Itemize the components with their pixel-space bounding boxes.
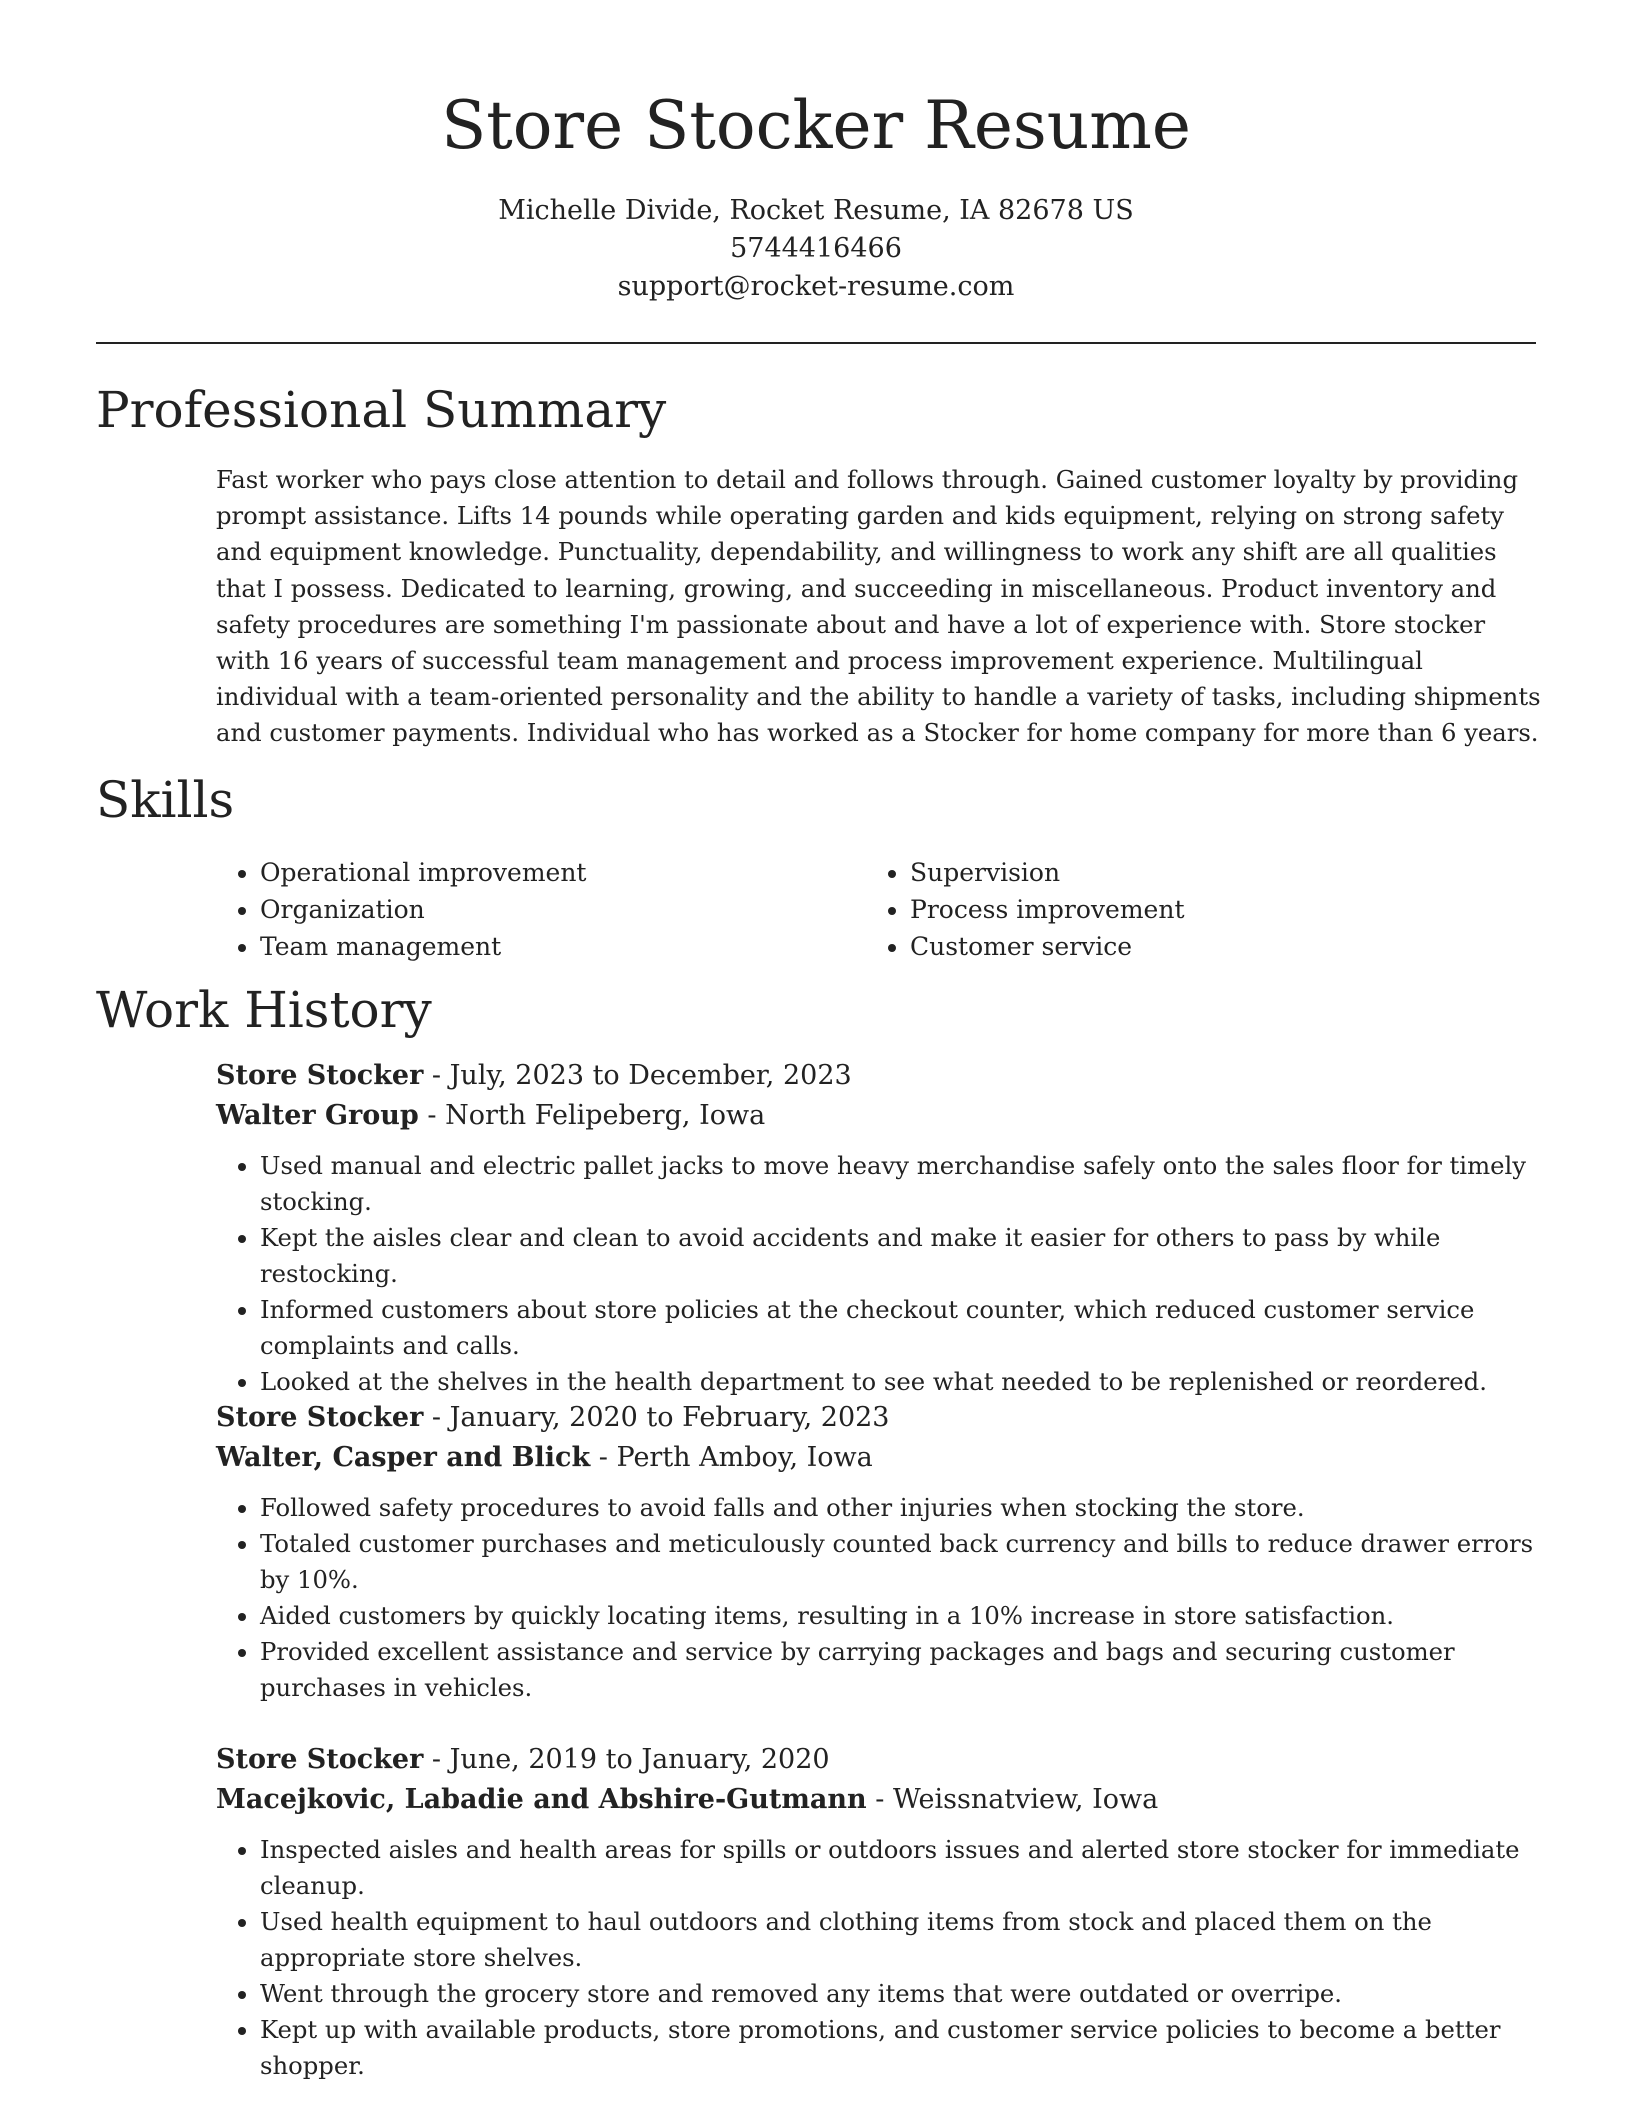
job-duty: • Went through the grocery store and removed any items that were outdated or overripe. <box>260 1976 1541 2012</box>
job-duty: • Aided customers by quickly locating items, resulting in a 10% increase in store satisfaction. <box>260 1598 1541 1634</box>
job-duty: • Provided excellent assistance and service by carrying packages and bags and securing customer purchases in vehicles. <box>260 1634 1541 1706</box>
job-title-line <box>216 1056 1541 1096</box>
job-company-line <box>216 1780 1541 1820</box>
contact-address: Michelle Divide, Rocket Resume, IA 82678 US <box>498 195 1134 226</box>
header-divider <box>96 342 1536 344</box>
skill-item: • Supervision <box>910 854 1516 891</box>
job-duty: • Kept up with available products, store promotions, and customer service policies to become a better shopper. <box>260 2012 1541 2084</box>
resume-title: Store Stocker Resume <box>441 87 1191 164</box>
skill-item: • Process improvement <box>910 891 1516 928</box>
skill-item: • Customer service <box>910 928 1516 965</box>
contact-info <box>0 192 1632 306</box>
job-duty: • Used health equipment to haul outdoors and clothing items from stock and placed them on the appropriate store shelves. <box>260 1904 1541 1976</box>
job-company: Walter, Casper and Blick <box>216 1442 591 1473</box>
job-title: Store Stocker <box>216 1744 424 1775</box>
job-duty: • Used manual and electric pallet jacks to move heavy merchandise safely onto the sales floor for timely stocking. <box>260 1148 1541 1220</box>
summary-text: Fast worker who pays close attention to detail and follows through. Gained customer loyalty by providing prompt assistance. Lifts 14 pounds while operating garden and kids equipment, relying on strong safety and equipment knowledge. Punctuality, dependability, and willingness to work any shift are all qualities that I possess. Dedicated to learning, growing, and succeeding in miscellaneous. Product inventory and safety procedures are something I'm passionate about and have a lot of experience with. Store stocker with 16 years of successful team management and process improvement experience. Multilingual individual with a team-oriented personality and the ability to handle a variety of tasks, including shipments and customer payments. Individual who has worked as a Stocker for home company for more than 6 years. <box>216 465 1541 748</box>
job-duty: • Inspected aisles and health areas for spills or outdoors issues and alerted store stocker for immediate cleanup. <box>260 1832 1541 1904</box>
job-duty: • Kept the aisles clear and clean to avoid accidents and make it easier for others to pass by while restocking. <box>260 1220 1541 1292</box>
job-title-line <box>216 1398 1541 1438</box>
job-company: Macejkovic, Labadie and Abshire-Gutmann <box>216 1784 867 1815</box>
job-entry <box>216 1398 1541 1706</box>
job-entry <box>216 1056 1541 1400</box>
resume-header <box>0 0 1632 306</box>
job-dates: - June, 2019 to January, 2020 <box>423 1744 830 1775</box>
job-duty: • Informed customers about store policies at the checkout counter, which reduced customer service complaints and calls. <box>260 1292 1541 1364</box>
job-title: Store Stocker <box>216 1060 424 1091</box>
skill-item: • Organization <box>260 891 866 928</box>
job-duty: • Looked at the shelves in the health department to see what needed to be replenished or reordered. <box>260 1364 1541 1400</box>
job-location: - North Felipeberg, Iowa <box>418 1100 766 1131</box>
job-duties <box>216 1148 1541 1400</box>
job-company: Walter Group <box>216 1100 419 1131</box>
job-title: Store Stocker <box>216 1402 424 1433</box>
job-dates: - July, 2023 to December, 2023 <box>423 1060 852 1091</box>
job-duty: • Followed safety procedures to avoid falls and other injuries when stocking the store. <box>260 1490 1541 1526</box>
skills-heading: Skills <box>96 771 235 829</box>
job-title-line <box>216 1740 1541 1780</box>
job-dates: - January, 2020 to February, 2023 <box>423 1402 890 1433</box>
job-duties <box>216 1832 1541 2084</box>
contact-phone: 5744416466 <box>730 233 902 264</box>
skills-column-left <box>216 854 866 965</box>
skills-column-right <box>866 854 1516 965</box>
work-history-heading: Work History <box>96 981 432 1039</box>
job-company-line <box>216 1438 1541 1478</box>
skill-item: • Operational improvement <box>260 854 866 891</box>
job-location: - Weissnatview, Iowa <box>866 1784 1159 1815</box>
job-location: - Perth Amboy, Iowa <box>590 1442 873 1473</box>
job-entry <box>216 1740 1541 2084</box>
summary-heading: Professional Summary <box>96 381 667 439</box>
skill-item: • Team management <box>260 928 866 965</box>
skills-list <box>216 854 1536 965</box>
contact-email: support@rocket-resume.com <box>617 271 1015 302</box>
job-duties <box>216 1490 1541 1706</box>
job-duty: • Totaled customer purchases and meticulously counted back currency and bills to reduce drawer errors by 10%. <box>260 1526 1541 1598</box>
job-company-line <box>216 1096 1541 1136</box>
